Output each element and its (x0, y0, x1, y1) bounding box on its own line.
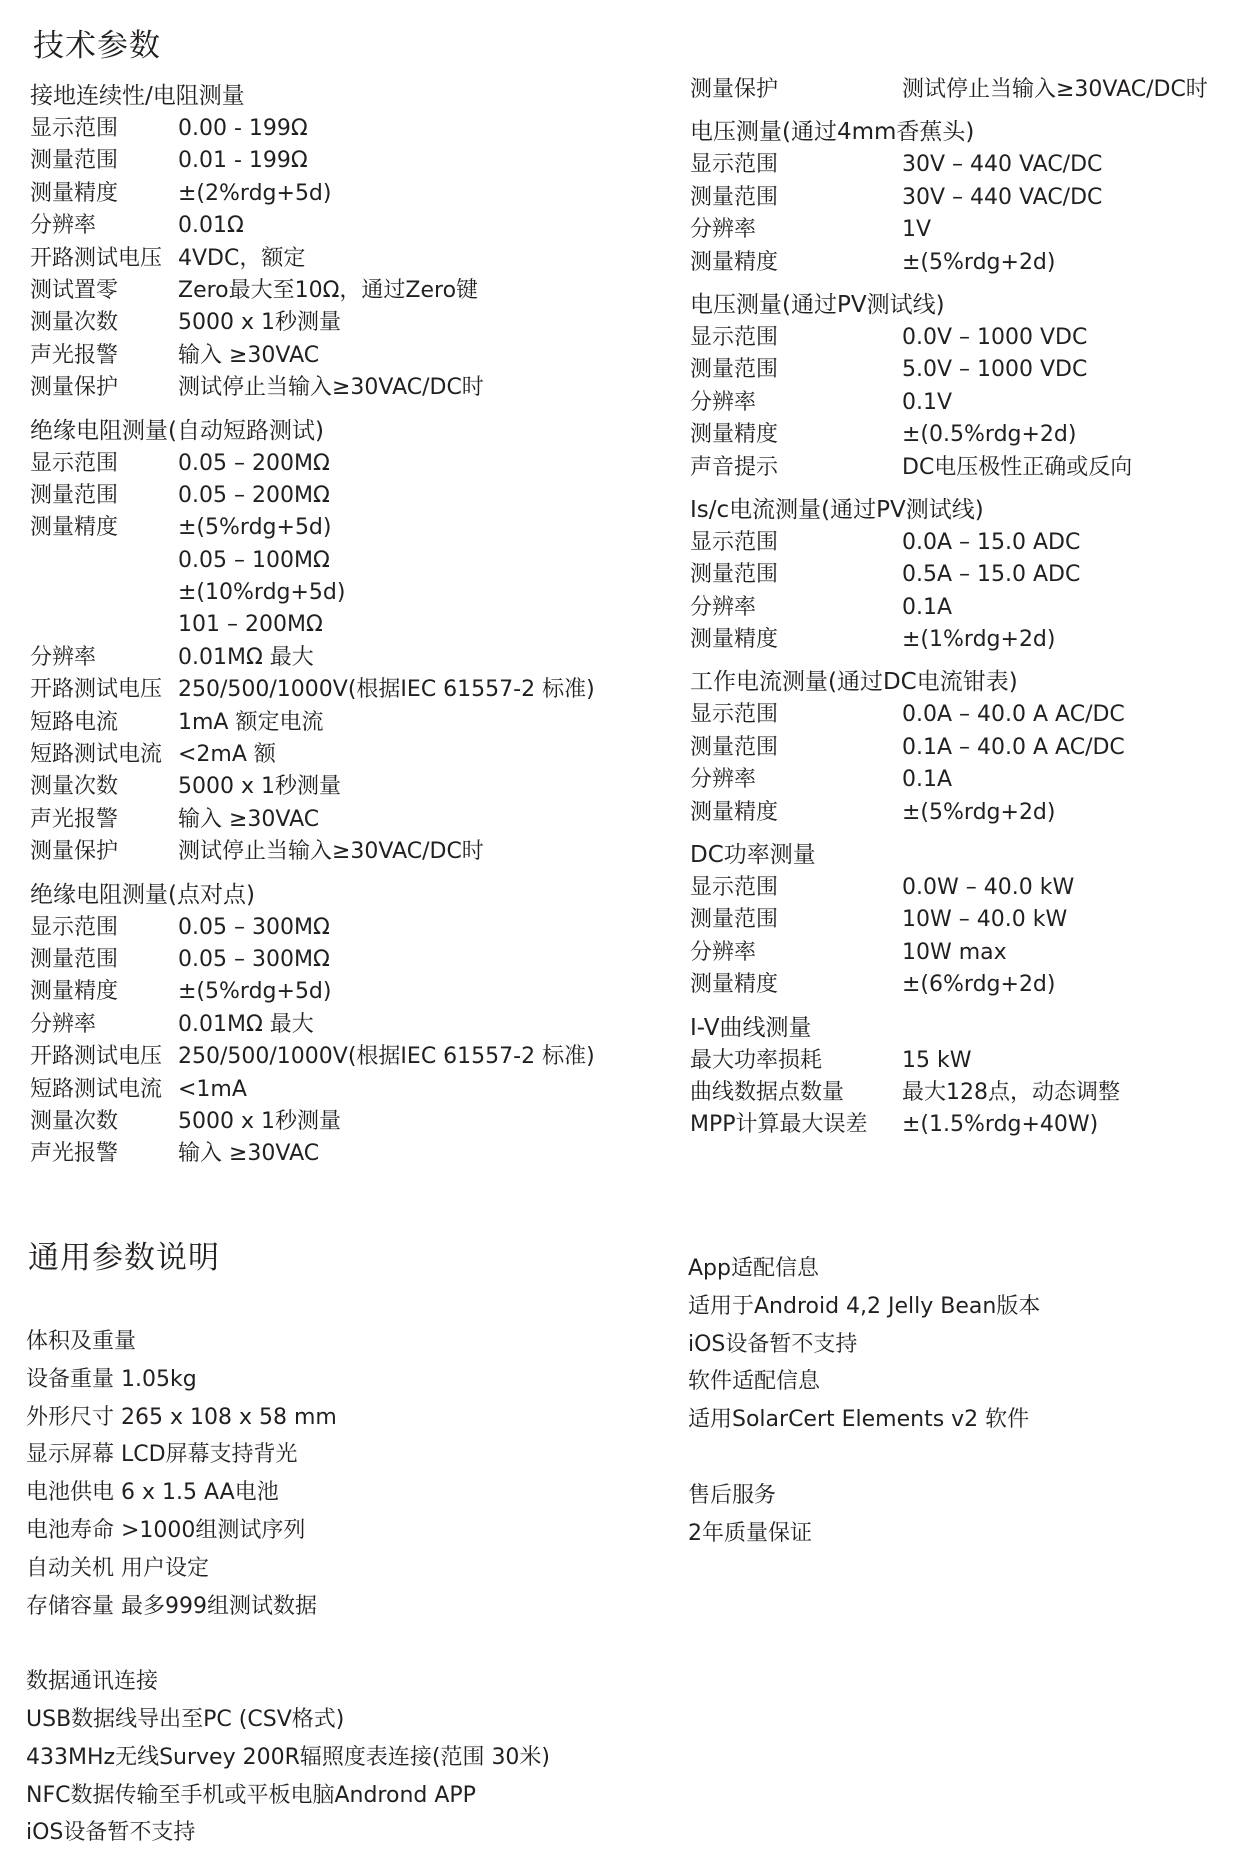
tech-specs-title: 技术参数 (33, 28, 161, 64)
spec-row (690, 872, 1230, 904)
spec-label: 测量次数 (30, 310, 119, 336)
spec-label: 分辨率 (690, 217, 757, 243)
spec-row (690, 1077, 1230, 1109)
info-line: 自动关机 用户设定 (26, 1555, 209, 1581)
spec-label: 测量精度 (30, 979, 119, 1005)
spec-section (690, 1012, 1230, 1142)
spec-label: 测量精度 (690, 627, 779, 653)
spec-label: 显示范围 (690, 152, 779, 178)
spec-value: ±(1%rdg+2d) (902, 627, 1056, 653)
spec-row (690, 354, 1230, 386)
spec-label: 分辨率 (30, 213, 97, 239)
spec-row (30, 976, 650, 1008)
spec-label: 分辨率 (690, 939, 757, 965)
spec-value: 10W max (902, 939, 1007, 965)
spec-row (690, 1045, 1230, 1077)
spec-row (30, 577, 650, 609)
section-heading: Is/c电流测量(通过PV测试线) (690, 496, 984, 523)
spec-row (30, 145, 650, 177)
spec-value: 30V – 440 VAC/DC (902, 152, 1103, 178)
spec-row (690, 904, 1230, 936)
spec-value: ±(0.5%rdg+2d) (902, 422, 1077, 448)
spec-value: ±(5%rdg+5d) (178, 515, 332, 541)
spec-row (690, 387, 1230, 419)
spec-row (690, 699, 1230, 731)
spec-label: 显示范围 (30, 116, 119, 141)
spec-row (30, 642, 650, 674)
line-spacer (688, 1439, 1228, 1477)
info-line: 电池寿命 >1000组测试序列 (26, 1517, 306, 1543)
spec-row (30, 307, 650, 339)
spec-section (690, 839, 1230, 1002)
spec-value: 250/500/1000V(根据IEC 61557-2 标准) (178, 677, 595, 703)
spec-row (30, 512, 650, 544)
spec-label: 显示范围 (690, 324, 779, 350)
spec-value: 0.5A – 15.0 ADC (902, 562, 1081, 588)
spec-label: 显示范围 (30, 450, 119, 476)
spec-row (30, 804, 650, 836)
info-line: 适用SolarCert Elements v2 软件 (688, 1407, 1030, 1433)
spec-value: 5.0V – 1000 VDC (902, 357, 1088, 383)
spec-section (30, 80, 650, 405)
spec-value: 输入 ≥30VAC (178, 342, 320, 368)
spec-value: 0.1A (902, 767, 953, 793)
spec-row (690, 937, 1230, 969)
spec-row (30, 944, 650, 976)
spec-label: 分辨率 (690, 389, 757, 415)
info-line: iOS设备暂不支持 (688, 1331, 858, 1357)
spec-row (30, 545, 650, 577)
spec-value: ±(2%rdg+5d) (178, 180, 332, 206)
info-line: 设备重量 1.05kg (26, 1366, 197, 1392)
spec-value: Zero最大至10Ω，通过Zero键 (178, 277, 479, 303)
spec-label: 测量次数 (30, 1108, 119, 1134)
spec-value: 测试停止当输入≥30VAC/DC时 (178, 375, 484, 401)
section-heading: 绝缘电阻测量(自动短路测试) (30, 417, 324, 444)
spec-label: 测量保护 (690, 77, 779, 102)
spec-label: 测量范围 (30, 482, 119, 508)
spec-row (30, 1074, 650, 1106)
spec-value: 0.0V – 1000 VDC (902, 324, 1088, 350)
spec-value: 0.01MΩ 最大 (178, 644, 314, 670)
spec-row (690, 527, 1230, 559)
right-spec-column (690, 74, 1230, 1142)
spec-label: 测量范围 (690, 184, 779, 210)
spec-value: 测试停止当输入≥30VAC/DC时 (178, 839, 484, 865)
spec-value: 30V – 440 VAC/DC (902, 184, 1103, 210)
spec-label: 开路测试电压 (30, 1044, 163, 1070)
spec-value: 0.05 – 200MΩ (178, 482, 330, 508)
spec-section (690, 666, 1230, 829)
spec-row (30, 1106, 650, 1138)
spec-label: 短路测试电流 (30, 1076, 163, 1102)
spec-value: ±(5%rdg+2d) (902, 799, 1056, 825)
spec-value: 0.1V (902, 389, 953, 415)
spec-row (690, 1109, 1230, 1141)
spec-label: 短路电流 (30, 709, 119, 735)
spec-label: 开路测试电压 (30, 245, 163, 271)
spec-value: 0.05 – 100MΩ (178, 547, 330, 573)
spec-label: 分辨率 (690, 594, 757, 620)
spec-row (30, 178, 650, 210)
spec-value: 15 kW (902, 1047, 972, 1073)
info-line: 适用于Android 4,2 Jelly Bean版本 (688, 1293, 1041, 1319)
spec-label: 测量保护 (30, 375, 119, 401)
left-spec-column (30, 80, 650, 1171)
spec-row (690, 559, 1230, 591)
spec-label: 声光报警 (30, 342, 119, 368)
spec-label: 测量精度 (690, 249, 779, 275)
spec-row (30, 609, 650, 641)
info-line: 售后服务 (688, 1482, 777, 1508)
spec-row (30, 771, 650, 803)
spec-label: 测量范围 (30, 148, 119, 174)
spec-row (30, 836, 650, 868)
info-line: 433MHz无线Survey 200R辐照度表连接(范围 30米) (26, 1744, 551, 1770)
spec-value: 0.1A – 40.0 A AC/DC (902, 734, 1125, 760)
spec-label: 分辨率 (690, 767, 757, 793)
spec-label: 显示范围 (690, 875, 779, 901)
spec-value: 输入 ≥30VAC (178, 806, 320, 832)
spec-label: 测量范围 (690, 562, 779, 588)
spec-row (30, 912, 650, 944)
spec-value: 0.0W – 40.0 kW (902, 875, 1075, 901)
spec-value: ±(5%rdg+5d) (178, 979, 332, 1005)
spec-row (690, 74, 1230, 106)
spec-value: 0.01MΩ 最大 (178, 1011, 314, 1037)
info-line: NFC数据传输至手机或平板电脑Andrond APP (26, 1782, 476, 1808)
spec-label: 分辨率 (30, 1011, 97, 1037)
spec-label: 测量次数 (30, 774, 119, 800)
spec-value: 1V (902, 217, 932, 243)
spec-value: 0.00 - 199Ω (178, 116, 308, 141)
section-heading: 电压测量(通过4mm香蕉头) (690, 119, 975, 146)
spec-label: 分辨率 (30, 644, 97, 670)
spec-label: 开路测试电压 (30, 677, 163, 703)
spec-value: ±(6%rdg+2d) (902, 972, 1056, 998)
spec-value: 测试停止当输入≥30VAC/DC时 (902, 77, 1208, 102)
spec-row (690, 732, 1230, 764)
spec-label: 显示范围 (690, 529, 779, 555)
spec-row (690, 452, 1230, 484)
spec-label: 测量范围 (690, 734, 779, 760)
line-spacer (26, 1625, 666, 1663)
spec-value: 最大128点，动态调整 (902, 1079, 1120, 1105)
spec-row (690, 969, 1230, 1001)
spec-row (690, 592, 1230, 624)
info-line: 电池供电 6 x 1.5 AA电池 (26, 1480, 279, 1506)
spec-value: 0.0A – 15.0 ADC (902, 529, 1081, 555)
spec-label: 测量精度 (690, 799, 779, 825)
spec-row (30, 674, 650, 706)
section-gap (690, 656, 1230, 666)
spec-section (690, 74, 1230, 106)
spec-label: 测量范围 (30, 946, 119, 972)
info-line: USB数据线导出至PC (CSV格式) (26, 1706, 345, 1732)
info-line: 2年质量保证 (688, 1520, 812, 1546)
spec-row (30, 210, 650, 242)
spec-row (30, 707, 650, 739)
spec-row (690, 182, 1230, 214)
spec-value: 0.05 – 300MΩ (178, 946, 330, 972)
spec-label: MPP计算最大误差 (690, 1112, 868, 1138)
spec-label: 测量精度 (690, 422, 779, 448)
spec-label: 声音提示 (690, 454, 779, 480)
spec-row (690, 247, 1230, 279)
spec-section (30, 879, 650, 1171)
spec-row (30, 113, 650, 145)
spec-row (690, 764, 1230, 796)
spec-value: ±(5%rdg+2d) (902, 249, 1056, 275)
section-heading: 工作电流测量(通过DC电流钳表) (690, 669, 1018, 696)
section-heading: 接地连续性/电阻测量 (30, 83, 245, 109)
spec-value: DC电压极性正确或反向 (902, 454, 1133, 480)
spec-value: 5000 x 1秒测量 (178, 310, 341, 336)
info-line: 软件适配信息 (688, 1369, 821, 1395)
spec-label: 显示范围 (690, 702, 779, 728)
spec-row (30, 1041, 650, 1073)
spec-row (30, 1009, 650, 1041)
general-right-column (688, 1250, 1228, 1552)
section-gap (30, 869, 650, 879)
section-gap (690, 829, 1230, 839)
spec-value: 0.0A – 40.0 A AC/DC (902, 702, 1125, 728)
spec-label: 声光报警 (30, 1141, 119, 1167)
spec-row (690, 797, 1230, 829)
spec-value: 250/500/1000V(根据IEC 61557-2 标准) (178, 1044, 595, 1070)
spec-label: 测量精度 (30, 180, 119, 206)
section-gap (690, 484, 1230, 494)
general-left-column (26, 1323, 666, 1852)
spec-row (690, 214, 1230, 246)
spec-value: 1mA 额定电流 (178, 709, 324, 735)
spec-value: <2mA 额 (178, 742, 276, 768)
spec-value: 101 – 200MΩ (178, 612, 323, 638)
section-gap (690, 279, 1230, 289)
info-line: 体积及重量 (26, 1329, 137, 1354)
spec-label: 最大功率损耗 (690, 1047, 823, 1073)
spec-section (690, 289, 1230, 484)
section-heading: DC功率测量 (690, 842, 816, 869)
spec-row (30, 275, 650, 307)
info-line: 数据通讯连接 (26, 1669, 159, 1695)
spec-row (30, 243, 650, 275)
spec-value: 输入 ≥30VAC (178, 1141, 320, 1167)
spec-row (30, 1138, 650, 1170)
spec-section (30, 415, 650, 869)
info-line: iOS设备暂不支持 (26, 1820, 196, 1846)
spec-section (690, 116, 1230, 279)
spec-row (30, 448, 650, 480)
spec-label: 曲线数据点数量 (690, 1079, 845, 1105)
spec-label: 测量精度 (30, 515, 119, 541)
spec-value: 0.01 - 199Ω (178, 148, 308, 174)
spec-row (690, 624, 1230, 656)
spec-value: 0.01Ω (178, 213, 244, 239)
spec-row (30, 372, 650, 404)
spec-value: 4VDC，额定 (178, 245, 306, 271)
spec-row (30, 480, 650, 512)
info-line: App适配信息 (688, 1256, 819, 1281)
section-gap (690, 1002, 1230, 1012)
spec-label: 测量范围 (690, 357, 779, 383)
spec-value: <1mA (178, 1076, 247, 1102)
spec-row (690, 149, 1230, 181)
spec-label: 测试置零 (30, 277, 119, 303)
spec-label: 测量范围 (690, 907, 779, 933)
spec-label: 声光报警 (30, 806, 119, 832)
spec-section (690, 494, 1230, 657)
spec-label: 显示范围 (30, 914, 119, 940)
spec-value: 0.05 – 300MΩ (178, 914, 330, 940)
spec-value: 0.1A (902, 594, 953, 620)
spec-label: 测量保护 (30, 839, 119, 865)
info-line: 外形尺寸 265 x 108 x 58 mm (26, 1404, 337, 1430)
spec-value: 5000 x 1秒测量 (178, 774, 341, 800)
section-gap (690, 106, 1230, 116)
spec-value: ±(1.5%rdg+40W) (902, 1112, 1099, 1138)
info-line: 显示屏幕 LCD屏幕支持背光 (26, 1442, 298, 1468)
spec-value: 0.05 – 200MΩ (178, 450, 330, 476)
spec-value: ±(10%rdg+5d) (178, 580, 346, 606)
spec-row (30, 340, 650, 372)
spec-row (30, 739, 650, 771)
section-heading: 绝缘电阻测量(点对点) (30, 881, 255, 908)
general-specs-title: 通用参数说明 (28, 1240, 220, 1276)
spec-label: 短路测试电流 (30, 742, 163, 768)
spec-value: 5000 x 1秒测量 (178, 1108, 341, 1134)
section-gap (30, 405, 650, 415)
spec-label: 测量精度 (690, 972, 779, 998)
spec-row (690, 419, 1230, 451)
info-line: 存储容量 最多999组测试数据 (26, 1593, 317, 1619)
spec-row (690, 322, 1230, 354)
section-heading: I-V曲线测量 (690, 1014, 812, 1041)
spec-value: 10W – 40.0 kW (902, 907, 1068, 933)
section-heading: 电压测量(通过PV测试线) (690, 291, 945, 318)
